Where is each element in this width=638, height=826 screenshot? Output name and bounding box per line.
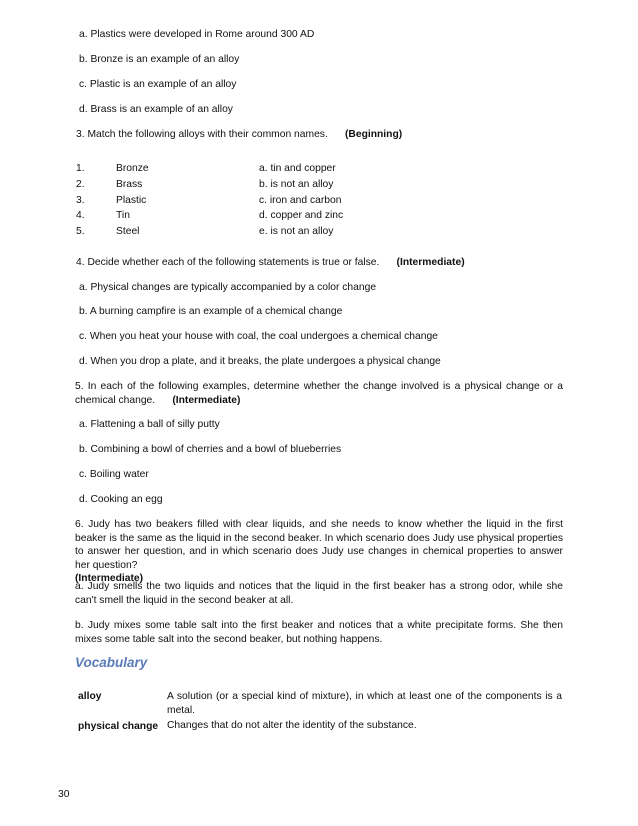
q5-option-c: c. Boiling water	[79, 469, 149, 480]
q4-level: (Intermediate)	[396, 257, 465, 268]
q2-option-b: b. Bronze is an example of an alloy	[79, 54, 240, 65]
vocabulary-term: alloy	[78, 691, 102, 702]
q5-level: (Intermediate)	[172, 394, 241, 406]
q4-option-a: a. Physical changes are typically accompanied by a color change	[79, 282, 377, 293]
match-common-name: b. is not an alloy	[259, 179, 334, 190]
q6-prompt	[75, 518, 563, 586]
q2-option-c: c. Plastic is an example of an alloy	[79, 79, 237, 90]
match-common-name: c. iron and carbon	[259, 195, 342, 206]
match-alloy: Bronze	[116, 163, 149, 174]
match-alloy: Tin	[116, 210, 130, 221]
match-number: 2.	[76, 179, 85, 190]
match-alloy: Plastic	[116, 195, 147, 206]
q5-option-a: a. Flattening a ball of silly putty	[79, 419, 220, 430]
q2-option-a: a. Plastics were developed in Rome around 300 AD	[79, 29, 315, 40]
page-number: 30	[58, 789, 70, 800]
q6-text: 6. Judy has two beakers filled with clear liquids, and she needs to know whether the liquid in the first beaker is the same as the liquid in the second beaker. In which scenario does Judy use physical properties to answer her question, and in which scenario does Judy use changes in chemical properties to answer her question?	[75, 519, 563, 571]
q4-option-c: c. When you heat your house with coal, the coal undergoes a chemical change	[79, 331, 438, 342]
q3-prompt	[76, 129, 402, 141]
q4-option-b: b. A burning campfire is an example of a chemical change	[79, 306, 343, 317]
q5-option-d: d. Cooking an egg	[79, 494, 163, 505]
vocabulary-title: Vocabulary	[75, 655, 148, 670]
match-common-name: e. is not an alloy	[259, 226, 334, 237]
q5-option-b: b. Combining a bowl of cherries and a bowl of blueberries	[79, 444, 342, 455]
vocabulary-definition: Changes that do not alter the identity of the substance.	[167, 720, 417, 731]
match-alloy: Steel	[116, 226, 140, 237]
match-number: 3.	[76, 195, 85, 206]
q4-prompt	[76, 257, 465, 269]
q6-option-b: b. Judy mixes some table salt into the first beaker and notices that a white precipitate forms. She then mixes some table salt into the second beaker, but nothing happens.	[75, 620, 563, 645]
q6-level: (Intermediate)	[75, 573, 144, 584]
q4-text: 4. Decide whether each of the following statements is true or false.	[76, 257, 380, 268]
q4-option-d: d. When you drop a plate, and it breaks, the plate undergoes a physical change	[79, 356, 441, 367]
q3-level: (Beginning)	[344, 129, 403, 140]
match-alloy: Brass	[116, 179, 143, 190]
match-common-name: a. tin and copper	[259, 163, 336, 174]
match-common-name: d. copper and zinc	[259, 210, 344, 221]
match-number: 4.	[76, 210, 85, 221]
q5-text: 5. In each of the following examples, determine whether the change involved is a physical change or a chemical change.	[75, 381, 563, 406]
q3-text: 3. Match the following alloys with their common names.	[76, 129, 328, 140]
match-number: 1.	[76, 163, 85, 174]
match-number: 5.	[76, 226, 85, 237]
q5-prompt	[75, 380, 563, 407]
q2-option-d: d. Brass is an example of an alloy	[79, 104, 233, 115]
vocabulary-term: physical change	[78, 721, 159, 732]
vocabulary-definition: A solution (or a special kind of mixture), in which at least one of the components is a metal.	[167, 691, 562, 716]
q6-option-a: a. Judy smells the two liquids and notices that the liquid in the first beaker has a strong odor, while she can't smell the liquid in the second beaker at all.	[75, 581, 563, 606]
